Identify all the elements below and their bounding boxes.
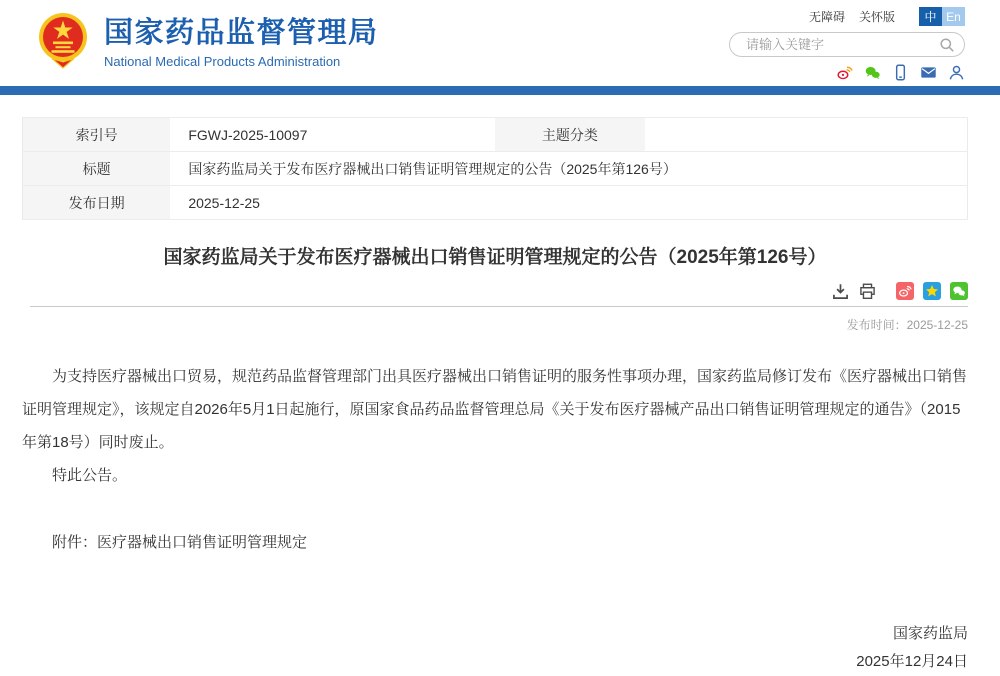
search-icon[interactable] <box>938 36 955 53</box>
topic-category-label: 主题分类 <box>495 118 645 152</box>
search-input[interactable] <box>744 36 938 53</box>
search-box[interactable] <box>729 32 965 57</box>
site-brand[interactable] <box>35 11 379 76</box>
print-icon[interactable] <box>858 282 876 300</box>
paragraph: 为支持医疗器械出口贸易，规范药品监督管理部门出具医疗器械出口销售证明的服务性事项办理，国家药监局修订发布《医疗器械出口销售证明管理规定》，该规定自2026年5月1日起施行，原国家食品药品监督管理总局《关于发布医疗器械产品出口销售证明管理规定的通告》（2015年第18号）同时废止。 <box>22 368 968 451</box>
table-row <box>23 186 968 220</box>
header-divider-bar <box>0 86 1000 95</box>
index-number-value: FGWJ-2025-10097 <box>170 118 495 152</box>
share-qzone-icon[interactable] <box>923 282 941 300</box>
accessibility-link[interactable]: 无障碍 <box>808 10 845 24</box>
topic-category-value <box>645 118 968 152</box>
mobile-icon[interactable] <box>892 64 909 81</box>
article-toolbar <box>22 282 968 300</box>
lang-en-button[interactable]: En <box>942 7 965 26</box>
lang-zh-button[interactable]: 中 <box>919 7 942 26</box>
title-label: 标题 <box>23 152 171 186</box>
national-emblem-icon <box>35 11 91 76</box>
attachment-line <box>22 531 968 552</box>
publish-time: 发布时间：2025-12-25 <box>846 318 968 332</box>
publish-date-label: 发布日期 <box>23 186 171 220</box>
user-icon[interactable] <box>948 64 965 81</box>
social-icons <box>836 64 965 81</box>
signature-block <box>22 620 968 676</box>
site-title-en: National Medical Products Administration <box>104 53 341 69</box>
download-icon[interactable] <box>831 282 849 300</box>
index-number-label: 索引号 <box>23 118 171 152</box>
care-version-link[interactable]: 关怀版 <box>858 10 895 24</box>
table-row <box>23 118 968 152</box>
attachment-link[interactable]: 医疗器械出口销售证明管理规定 <box>97 534 308 551</box>
site-title-cn: 国家药品监督管理局 <box>104 17 379 50</box>
title-value: 国家药监局关于发布医疗器械出口销售证明管理规定的公告（2025年第126号） <box>170 152 967 186</box>
wechat-icon[interactable] <box>864 64 881 81</box>
signature-date: 2025年12月24日 <box>856 653 968 670</box>
article-body <box>22 360 968 492</box>
top-links <box>809 7 965 26</box>
email-icon[interactable] <box>920 64 937 81</box>
document-info-table <box>22 117 968 220</box>
content-area <box>22 117 968 676</box>
attachment-label: 附件： <box>52 534 98 551</box>
weibo-icon[interactable] <box>836 64 853 81</box>
table-row <box>23 152 968 186</box>
header-utilities <box>729 5 965 81</box>
page-title: 国家药监局关于发布医疗器械出口销售证明管理规定的公告（2025年第126号） <box>163 247 827 268</box>
paragraph: 特此公告。 <box>52 467 128 484</box>
share-weibo-icon[interactable] <box>896 282 914 300</box>
publish-date-value: 2025-12-25 <box>170 186 967 220</box>
language-toggle <box>919 7 965 26</box>
share-wechat-icon[interactable] <box>950 282 968 300</box>
signature-name: 国家药监局 <box>892 625 968 642</box>
site-header <box>0 0 1000 86</box>
title-divider <box>30 306 968 307</box>
